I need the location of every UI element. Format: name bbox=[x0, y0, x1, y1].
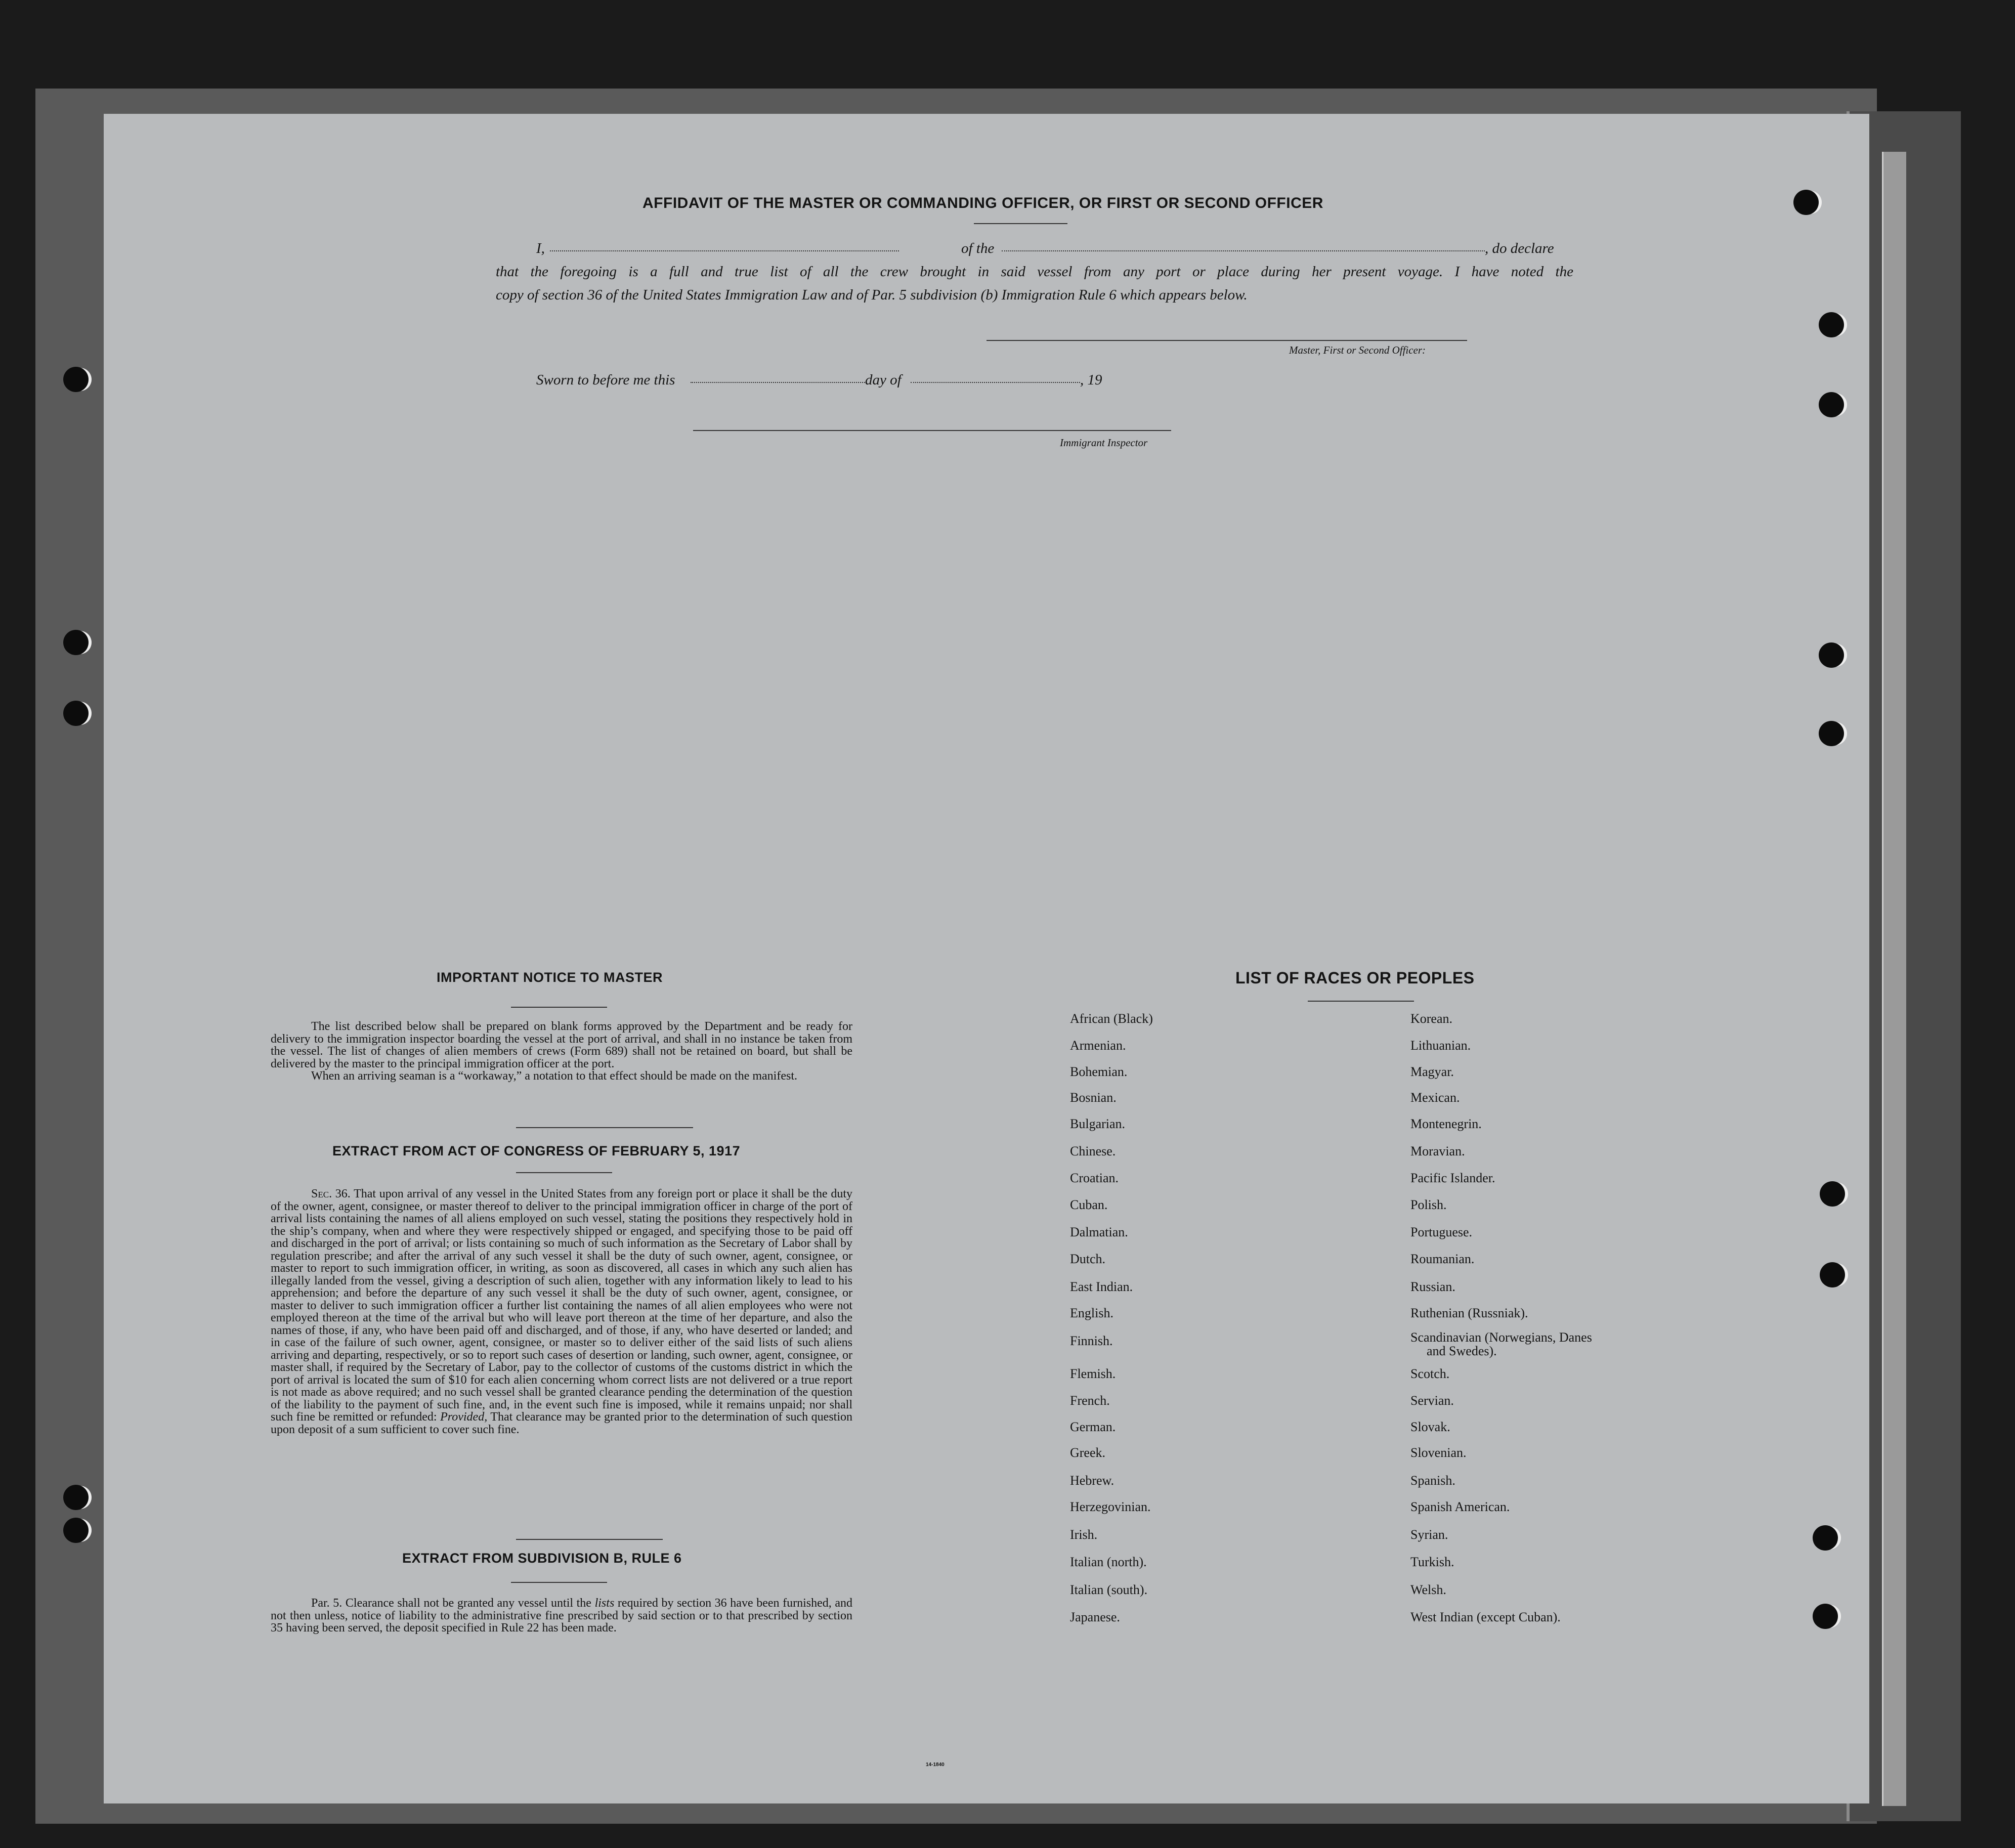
punch-hole-left-3 bbox=[63, 701, 89, 726]
race-item: German. bbox=[1070, 1420, 1116, 1434]
punch-hole-right-2 bbox=[1819, 312, 1844, 337]
rule-text-before: Par. 5. Clearance shall not be granted any vessel until the bbox=[311, 1597, 591, 1610]
rule-title: EXTRACT FROM SUBDIVISION B, RULE 6 bbox=[402, 1551, 682, 1566]
race-item: Bulgarian. bbox=[1070, 1116, 1126, 1131]
race-item: Syrian. bbox=[1410, 1527, 1448, 1542]
race-item: Roumanian. bbox=[1410, 1252, 1475, 1266]
race-item: Scandinavian (Norwegians, Danes and Swedes). bbox=[1410, 1330, 1592, 1358]
race-item: Magyar. bbox=[1410, 1064, 1454, 1079]
race-item: Spanish American. bbox=[1410, 1499, 1510, 1514]
race-item: Dutch. bbox=[1070, 1252, 1106, 1266]
race-item: Portuguese. bbox=[1410, 1225, 1473, 1239]
race-item: Herzegovinian. bbox=[1070, 1499, 1151, 1514]
race-item: Welsh. bbox=[1410, 1582, 1446, 1597]
affidavit-i-label: I, bbox=[536, 240, 545, 256]
affidavit-line-3: copy of section 36 of the United States Immigration Law and of Par. 5 subdivision (b) Immigration Rule 6 which appears below. bbox=[496, 287, 1248, 303]
sworn-label: Sworn to before me this bbox=[536, 372, 675, 388]
race-item: Lithuanian. bbox=[1410, 1038, 1471, 1053]
underlying-page-edge-strip bbox=[1882, 152, 1906, 1806]
act-top-rule bbox=[516, 1127, 693, 1128]
race-item: Scotch. bbox=[1410, 1366, 1450, 1381]
race-item: Mexican. bbox=[1410, 1090, 1460, 1105]
act-provided-label: Provided, bbox=[440, 1410, 488, 1424]
notice-paragraph-1: The list described below shall be prepared on blank forms approved by the Department and be ready for delivery to the immigration inspector boarding the vessel at the port of arrival, and shall in no instance be taken from the vessel. The list of changes of alien members of crews (Form 689) shall not be retained on board, but shall be delivered by the master to the principal immigration officer at the port. bbox=[271, 1020, 852, 1070]
affidavit-name-blank bbox=[550, 250, 899, 251]
punch-hole-right-8 bbox=[1813, 1525, 1838, 1551]
punch-hole-right-5 bbox=[1819, 721, 1844, 746]
race-item: Montenegrin. bbox=[1410, 1116, 1482, 1131]
race-item: Greek. bbox=[1070, 1445, 1106, 1460]
notice-body bbox=[271, 1020, 852, 1083]
notice-title-rule bbox=[511, 1007, 607, 1008]
act-section-end: That clearance may be granted prior to the determination of such question upon deposit of a sum sufficient to cover such fine. bbox=[271, 1410, 853, 1436]
race-item: West Indian (except Cuban). bbox=[1410, 1610, 1561, 1624]
punch-hole-right-7 bbox=[1820, 1262, 1845, 1287]
race-item: African (Black) bbox=[1070, 1011, 1153, 1026]
race-item: Slovenian. bbox=[1410, 1445, 1467, 1460]
punch-hole-left-1 bbox=[63, 367, 89, 392]
rule-title-rule bbox=[511, 1582, 607, 1583]
affidavit-of-the-label: of the bbox=[961, 240, 995, 256]
race-item: Hebrew. bbox=[1070, 1473, 1114, 1488]
punch-hole-left-5 bbox=[63, 1485, 89, 1510]
sworn-day-blank bbox=[691, 382, 865, 383]
inspector-signature-line bbox=[693, 430, 1171, 431]
race-item: Bosnian. bbox=[1070, 1090, 1117, 1105]
race-item: French. bbox=[1070, 1393, 1110, 1408]
race-item: Russian. bbox=[1410, 1279, 1455, 1294]
race-item: Italian (north). bbox=[1070, 1555, 1147, 1569]
race-item: Dalmatian. bbox=[1070, 1225, 1128, 1239]
race-item: Italian (south). bbox=[1070, 1582, 1148, 1597]
race-item: Turkish. bbox=[1410, 1555, 1454, 1569]
sworn-year-label: , 19 bbox=[1080, 372, 1102, 388]
punch-hole-left-2 bbox=[63, 630, 89, 655]
form-number: 14-1840 bbox=[926, 1762, 945, 1768]
rule-text-after: required by section 36 have been furnished, and not then unless, notice of liability to the administrative fine prescribed by said section or to that prescribed by section 35 having been served, the deposit specified in Rule 22 has been made. bbox=[271, 1597, 853, 1635]
act-section-36-text bbox=[271, 1188, 852, 1436]
race-item: Cuban. bbox=[1070, 1197, 1108, 1212]
notice-title: IMPORTANT NOTICE TO MASTER bbox=[437, 970, 663, 985]
master-signature-caption: Master, First or Second Officer: bbox=[1289, 344, 1426, 356]
act-section-body: That upon arrival of any vessel in the United States from any foreign port or place it shall be the duty of the owner, agent, consignee, or master thereof to deliver to the principal immigration officer in charge of the port of arrival lists containing the names of all aliens employed on such vessel, stating the positions they respectively hold in the ship’s company, when and where they were respectively shipped or engaged, and specifying those to be paid off and discharged in the port of arrival; or lists containing so much of such information as the Secretary of Labor shall by regulation prescribe; and after the arrival of any such vessel it shall be the duty of such owner, agent, consignee, or master to report to such immigration officer, in writing, as soon as discovered, all cases in which any such alien has illegally landed from the vessel, giving a description of such alien, together with any information likely to lead to his apprehension; and before the departure of any such vessel it shall be the duty of such owner, agent, consignee, or master to deliver to such immigration officer a further list containing the names of all alien employees who were not employed thereon at the time of the arrival but who will leave port thereon at the time of her departure, and also the names of those, if any, who have been paid off and discharged, and of those, if any, who have deserted or landed; and in case of the failure of such owner, agent, consignee, or master so to deliver either of the said lists of such aliens arriving and departing, respectively, or so to report such cases of desertion or landing, such owner, agent, consignee, or master shall, if required by the Secretary of Labor, pay to the collector of customs of the customs district in which the port of arrival is located the sum of $10 for each alien concerning whom correct lists are not delivered or a true report is not made as above required; and no such vessel shall be granted clearance pending the determination of the question of the liability to the payment of such fine, and, in the event such fine is imposed, while it remains unpaid; nor shall such fine be remitted or refunded: bbox=[271, 1187, 852, 1424]
race-item: Korean. bbox=[1410, 1011, 1453, 1026]
manifest-page bbox=[104, 114, 1869, 1803]
rule-paragraph-5 bbox=[271, 1597, 852, 1635]
race-item: Moravian. bbox=[1410, 1144, 1465, 1158]
race-item: Armenian. bbox=[1070, 1038, 1126, 1053]
punch-hole-right-1 bbox=[1793, 190, 1819, 215]
affidavit-title-rule bbox=[974, 223, 1067, 224]
inspector-caption: Immigrant Inspector bbox=[1060, 437, 1148, 449]
race-item: English. bbox=[1070, 1306, 1113, 1320]
punch-hole-right-3 bbox=[1819, 392, 1844, 417]
punch-hole-left-6 bbox=[63, 1518, 89, 1543]
race-item: Irish. bbox=[1070, 1527, 1098, 1542]
act-title-rule bbox=[516, 1172, 612, 1173]
master-signature-line bbox=[987, 340, 1467, 341]
act-title: EXTRACT FROM ACT OF CONGRESS OF FEBRUARY 5, 1917 bbox=[332, 1143, 741, 1158]
sworn-month-blank bbox=[911, 382, 1080, 383]
affidavit-do-declare: , do declare bbox=[1485, 240, 1554, 256]
race-item: Spanish. bbox=[1410, 1473, 1455, 1488]
race-item: Servian. bbox=[1410, 1393, 1454, 1408]
race-item: Bohemian. bbox=[1070, 1064, 1128, 1079]
race-item: Flemish. bbox=[1070, 1366, 1116, 1381]
race-item: Slovak. bbox=[1410, 1420, 1450, 1434]
punch-hole-right-6 bbox=[1820, 1181, 1845, 1207]
race-item: Japanese. bbox=[1070, 1610, 1120, 1624]
rule-lists-word: lists bbox=[594, 1597, 615, 1610]
races-title-rule bbox=[1308, 1001, 1414, 1002]
race-item: Chinese. bbox=[1070, 1144, 1116, 1158]
affidavit-line-2: that the foregoing is a full and true list of all the crew brought in said vessel from any port or place during her present voyage. I have noted the bbox=[496, 264, 1573, 280]
act-section-label: Sec. 36. bbox=[311, 1187, 351, 1200]
race-item: Polish. bbox=[1410, 1197, 1447, 1212]
races-title: LIST OF RACES OR PEOPLES bbox=[1235, 969, 1475, 987]
race-item: Pacific Islander. bbox=[1410, 1171, 1495, 1185]
race-item: Croatian. bbox=[1070, 1171, 1119, 1185]
affidavit-vessel-blank bbox=[1002, 250, 1485, 251]
race-item: Finnish. bbox=[1070, 1334, 1113, 1348]
affidavit-title: AFFIDAVIT OF THE MASTER OR COMMANDING OFFICER, OR FIRST OR SECOND OFFICER bbox=[642, 195, 1323, 211]
sworn-day-of-label: day of bbox=[865, 372, 902, 388]
punch-hole-right-4 bbox=[1819, 642, 1844, 668]
race-item: Ruthenian (Russniak). bbox=[1410, 1306, 1528, 1320]
rule-top-rule bbox=[516, 1539, 663, 1540]
notice-paragraph-2: When an arriving seaman is a “workaway,” a notation to that effect should be made on the manifest. bbox=[311, 1069, 797, 1083]
punch-hole-right-9 bbox=[1813, 1604, 1838, 1629]
race-item: East Indian. bbox=[1070, 1279, 1133, 1294]
